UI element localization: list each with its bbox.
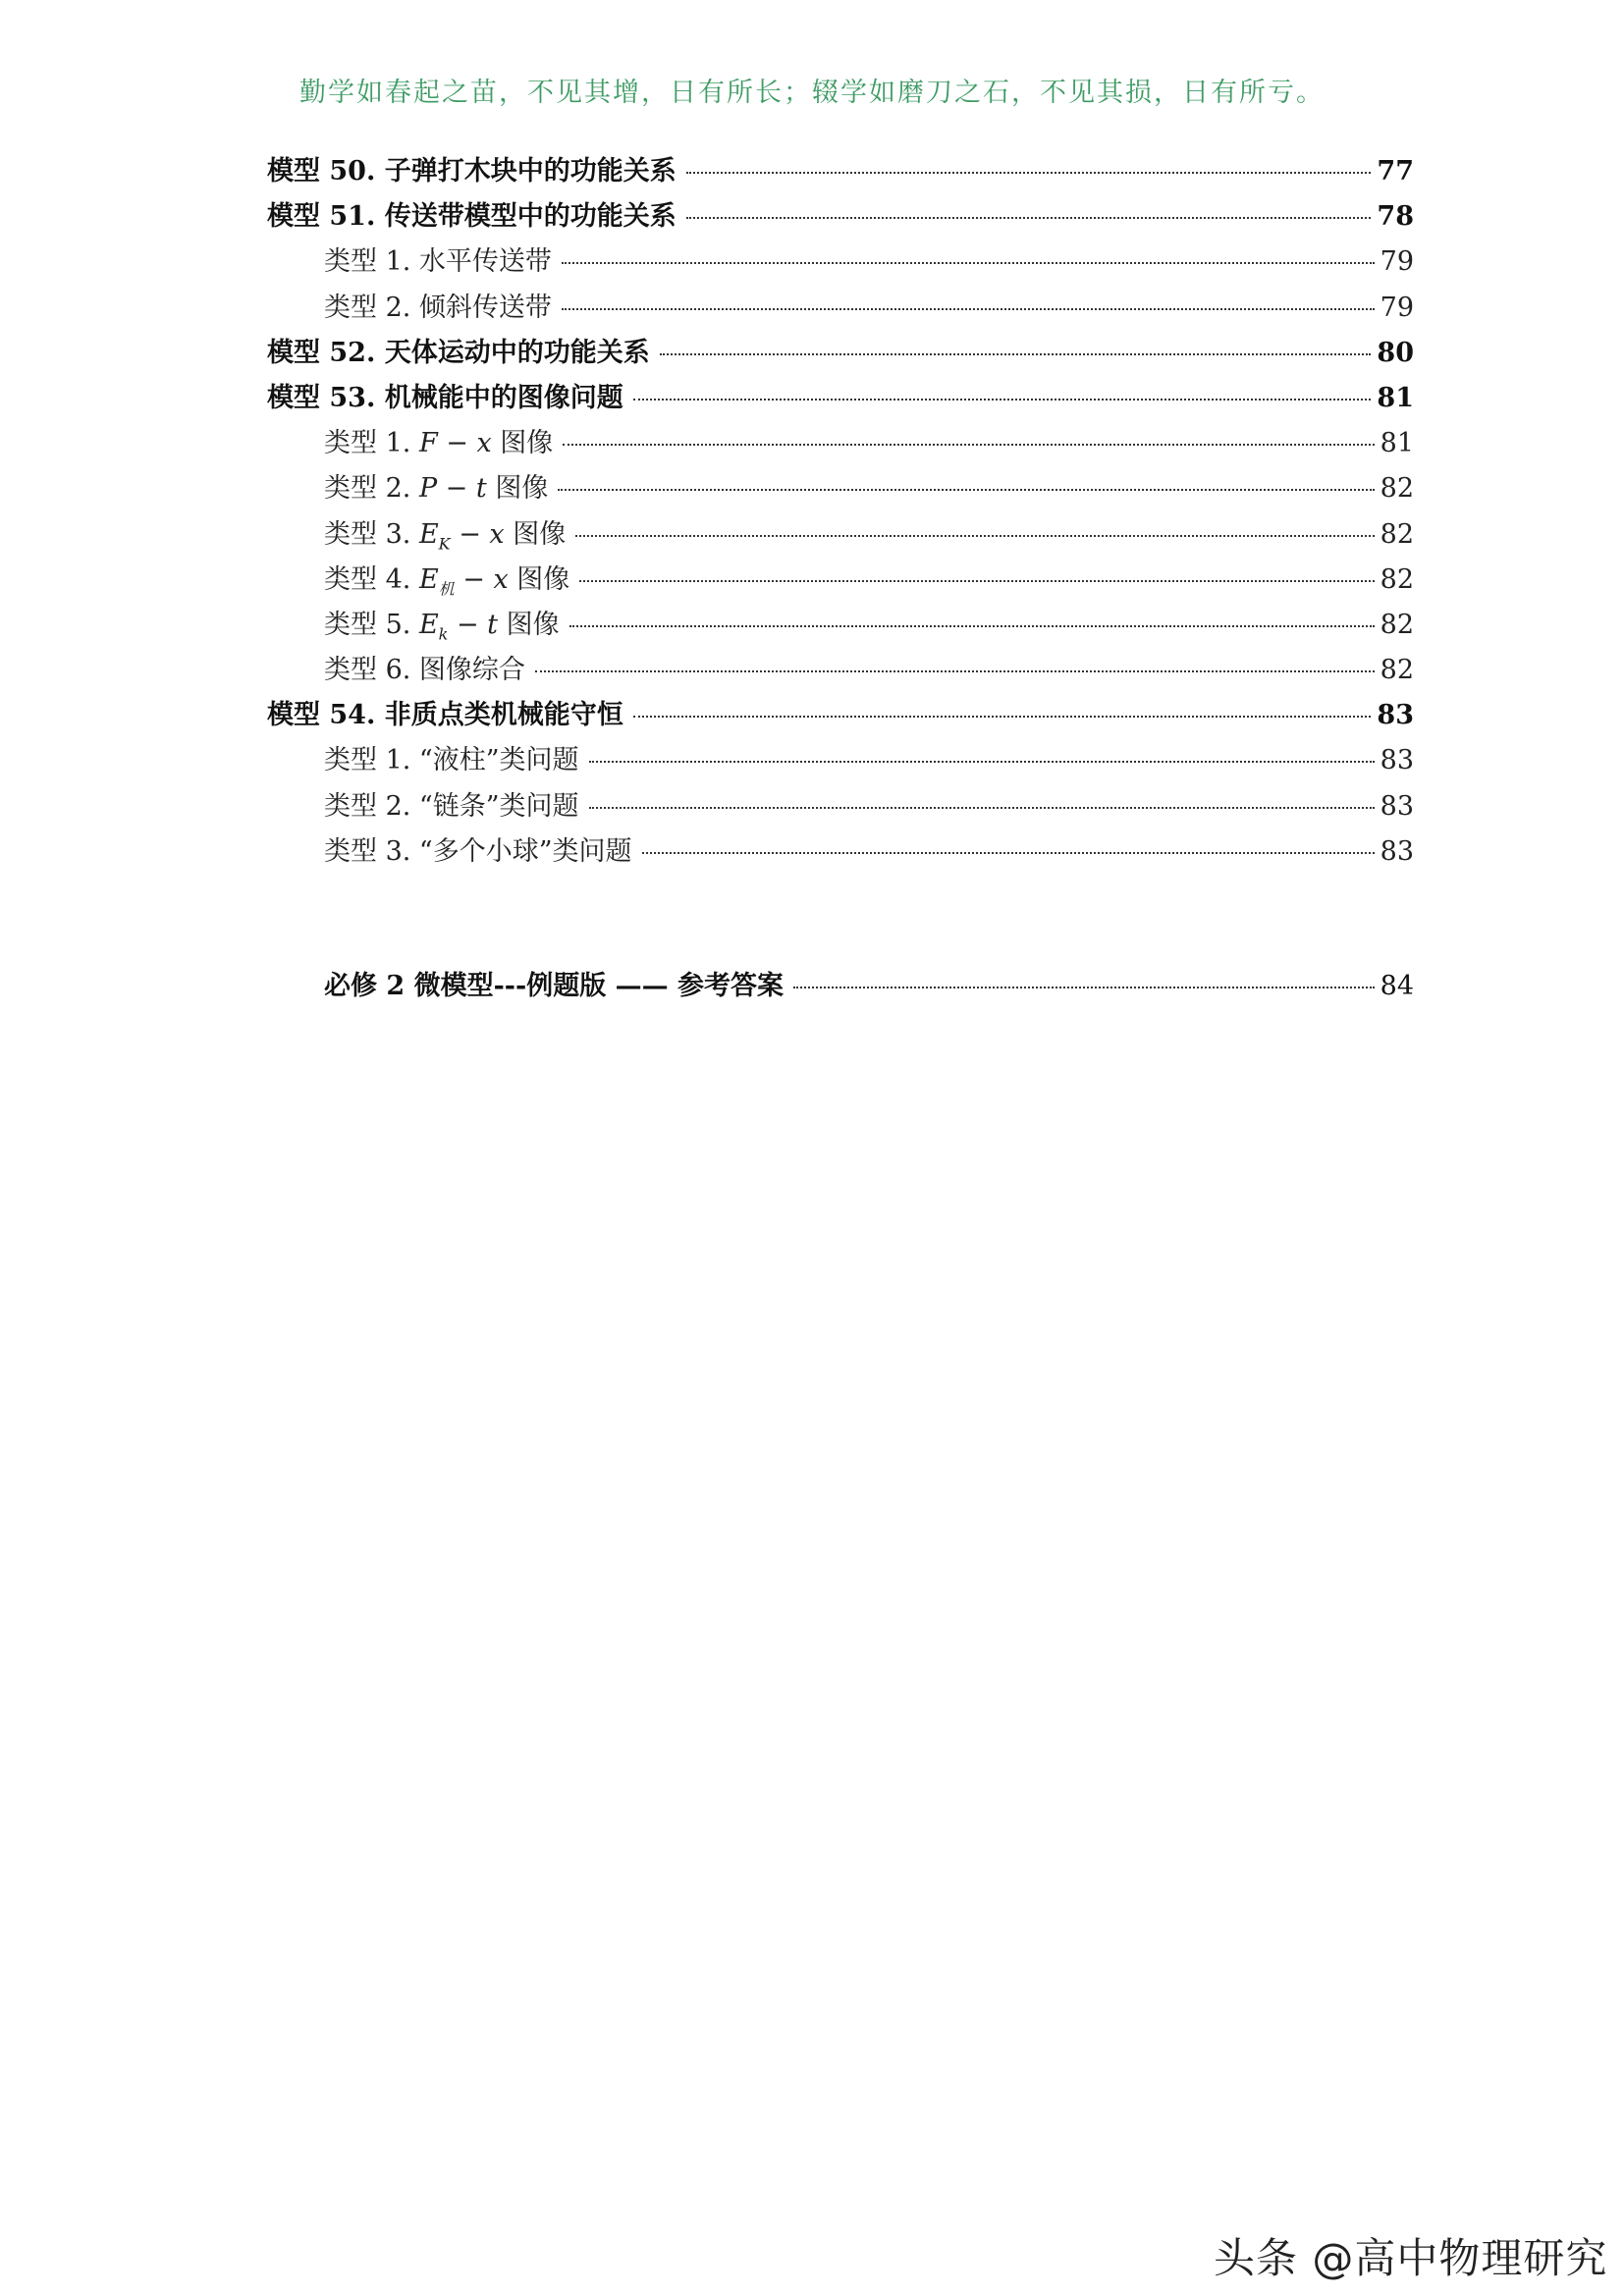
toc-subentry-label: 类型 6. 图像综合 (324, 655, 525, 686)
toc-subentry-page: 81 (1380, 428, 1414, 459)
toc-subentry-label (324, 558, 573, 599)
math-tail: − x (454, 563, 509, 595)
dot-leader (569, 625, 1375, 627)
math-tail: − t (448, 609, 498, 640)
toc-entry-page: 78 (1377, 201, 1414, 233)
toc-subentry[interactable] (267, 603, 1414, 648)
toc-entry[interactable] (267, 194, 1414, 240)
dot-leader (563, 444, 1374, 446)
dot-leader (579, 580, 1374, 582)
toc-entry-page: 80 (1377, 337, 1414, 368)
toc-entry-page: 81 (1377, 382, 1414, 413)
toc-entry[interactable] (267, 376, 1414, 421)
toc-subentry-page: 83 (1380, 745, 1414, 776)
toc-subentry-page: 79 (1380, 292, 1414, 323)
dot-leader (793, 987, 1375, 988)
dot-leader (562, 308, 1375, 310)
toc-subentry-page: 82 (1380, 655, 1414, 686)
toc-answer-key-entry[interactable] (324, 964, 1414, 1009)
toc-subentry-label: 类型 3. “多个小球”类问题 (324, 835, 632, 867)
table-of-contents (267, 149, 1414, 875)
type-suffix: 图像 (508, 563, 570, 595)
dot-leader (535, 670, 1375, 672)
type-prefix: 类型 1. (324, 428, 419, 459)
math-symbol: E (418, 609, 439, 640)
math-subscript: K (438, 533, 451, 553)
toc-subentry[interactable] (267, 738, 1414, 783)
dot-leader (633, 399, 1372, 400)
math-symbol: E (418, 563, 439, 595)
toc-subentry[interactable] (267, 558, 1414, 603)
type-prefix: 类型 4. (324, 563, 419, 595)
toc-entry-label: 模型 52. 天体运动中的功能关系 (267, 337, 650, 368)
toc-subentry-label: 类型 2. “链条”类问题 (324, 790, 579, 822)
math-expression (418, 518, 505, 553)
toc-subentry[interactable] (267, 466, 1414, 511)
toc-subentry-page: 83 (1380, 790, 1414, 822)
dot-leader (562, 262, 1375, 264)
toc-subentry-label (324, 421, 557, 459)
math-expression (418, 609, 498, 644)
toc-subentry-label: 类型 2. 倾斜传送带 (324, 292, 552, 323)
math-subscript: k (438, 624, 449, 644)
dot-leader (642, 852, 1375, 854)
type-suffix: 图像 (491, 428, 554, 459)
toc-entry[interactable] (267, 693, 1414, 738)
toc-subentry[interactable] (267, 512, 1414, 558)
math-expression: F − x (418, 428, 492, 459)
type-suffix: 图像 (498, 609, 560, 640)
toc-subentry-page: 83 (1380, 835, 1414, 867)
toc-subentry-page: 82 (1380, 473, 1414, 505)
math-expression (418, 563, 509, 599)
type-suffix: 图像 (504, 518, 567, 550)
toc-subentry-page: 82 (1380, 609, 1414, 640)
toc-entry[interactable] (267, 149, 1414, 194)
dot-leader (686, 172, 1372, 174)
watermark: 头条 @高中物理研究 (1214, 2234, 1608, 2282)
answer-key-label: 必修 2 微模型---例题版 —— 参考答案 (324, 971, 785, 1001)
toc-subentry-label (324, 512, 569, 553)
type-prefix: 类型 2. (324, 473, 419, 505)
answer-key-page: 84 (1380, 971, 1414, 1001)
dot-leader (660, 353, 1372, 355)
toc-subentry[interactable] (267, 648, 1414, 693)
dot-leader (633, 716, 1372, 718)
math-symbol: E (418, 518, 439, 550)
toc-subentry[interactable] (267, 829, 1414, 875)
dot-leader (686, 217, 1372, 219)
toc-subentry-page: 82 (1380, 563, 1414, 595)
toc-subentry-page: 82 (1380, 518, 1414, 550)
toc-subentry[interactable] (267, 421, 1414, 466)
toc-subentry-label (324, 603, 564, 643)
toc-subentry-page: 79 (1380, 246, 1414, 278)
type-prefix: 类型 3. (324, 518, 419, 550)
toc-entry-label: 模型 53. 机械能中的图像问题 (267, 382, 623, 413)
toc-subentry[interactable] (267, 240, 1414, 285)
type-suffix: 图像 (486, 473, 549, 505)
toc-entry-label: 模型 50. 子弹打木块中的功能关系 (267, 156, 677, 187)
dot-leader (589, 807, 1375, 809)
header-motto: 勤学如春起之苗，不见其增，日有所长；辍学如磨刀之石，不见其损，日有所亏。 (299, 78, 1325, 108)
toc-entry-label: 模型 54. 非质点类机械能守恒 (267, 700, 623, 731)
dot-leader (589, 761, 1375, 763)
toc-entry-page: 77 (1377, 156, 1414, 187)
toc-subentry-label (324, 466, 552, 505)
toc-subentry-label: 类型 1. 水平传送带 (324, 246, 552, 278)
toc-subentry-label: 类型 1. “液柱”类问题 (324, 745, 579, 776)
toc-entry[interactable] (267, 331, 1414, 376)
toc-subentry[interactable] (267, 784, 1414, 829)
dot-leader (558, 489, 1374, 491)
toc-entry-label: 模型 51. 传送带模型中的功能关系 (267, 201, 677, 233)
math-expression: P − t (418, 473, 487, 505)
toc-entry-page: 83 (1377, 700, 1414, 731)
dot-leader (575, 535, 1374, 537)
toc-subentry[interactable] (267, 286, 1414, 331)
type-prefix: 类型 5. (324, 609, 419, 640)
math-subscript: 机 (438, 579, 455, 599)
math-tail: − x (450, 518, 505, 550)
